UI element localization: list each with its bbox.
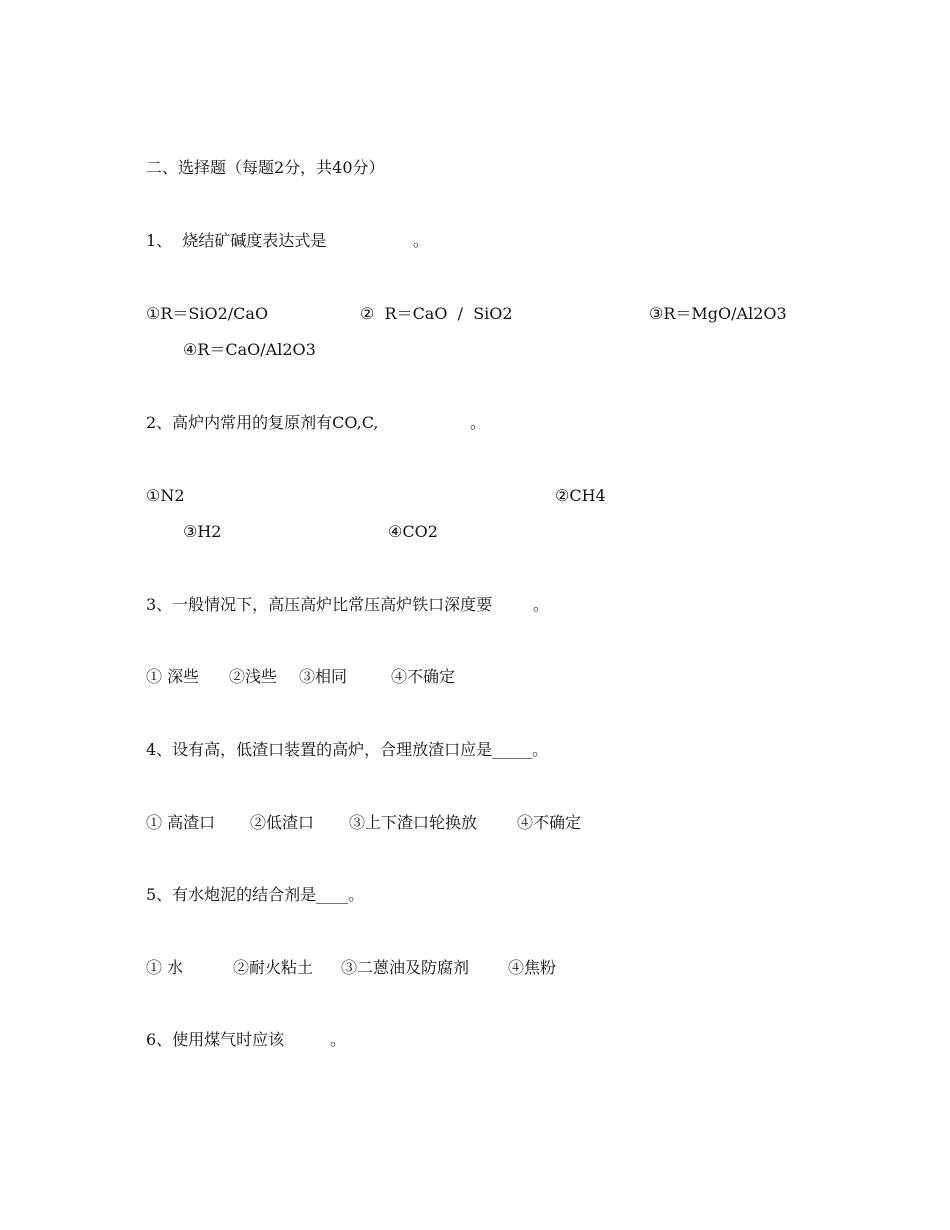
question-5-option-4: ④焦粉 [508,958,557,977]
question-2-option-2: ②CH4 [555,486,606,505]
question-4-option-3: ③上下渣口轮换放 [349,813,478,832]
question-5-option-1: ① 水 [146,958,184,977]
question-4-option-2: ②低渣口 [250,813,315,832]
question-4-option-1: ① 高渣口 [146,813,216,832]
question-1-option-2: ② R＝CaO / SiO2 [360,304,513,323]
question-3-option-1: ① 深些 [146,667,200,686]
question-6-stem: 6、使用煤气时应该 。 [146,1030,346,1049]
question-2-option-4: ④CO2 [388,522,438,541]
question-2-option-3: ③H2 [183,522,222,541]
section-title: 二、选择题（每题2分，共40分） [146,158,385,177]
question-5-option-3: ③二蒽油及防腐剂 [341,958,470,977]
question-3-option-3: ③相同 [299,667,348,686]
question-5-stem: 5、有水炮泥的结合剂是____。 [146,885,365,904]
question-1-stem: 1、 烧结矿碱度表达式是 。 [146,231,429,250]
question-1-option-1: ①R＝SiO2/CaO [146,304,269,323]
question-4-option-4: ④不确定 [517,813,582,832]
question-2-stem: 2、高炉内常用的复原剂有CO,C, 。 [146,413,486,432]
question-3-option-2: ②浅些 [229,667,278,686]
question-4-stem: 4、设有高，低渣口装置的高炉，合理放渣口应是_____。 [146,740,549,759]
question-3-option-4: ④不确定 [391,667,456,686]
question-1-option-4: ④R＝CaO/Al2O3 [183,340,316,359]
question-5-option-2: ②耐火粘土 [233,958,314,977]
question-2-option-1: ①N2 [146,486,185,505]
question-1-option-3: ③R＝MgO/Al2O3 [649,304,787,323]
question-3-stem: 3、一般情况下，高压高炉比常压高炉铁口深度要 。 [146,595,549,614]
